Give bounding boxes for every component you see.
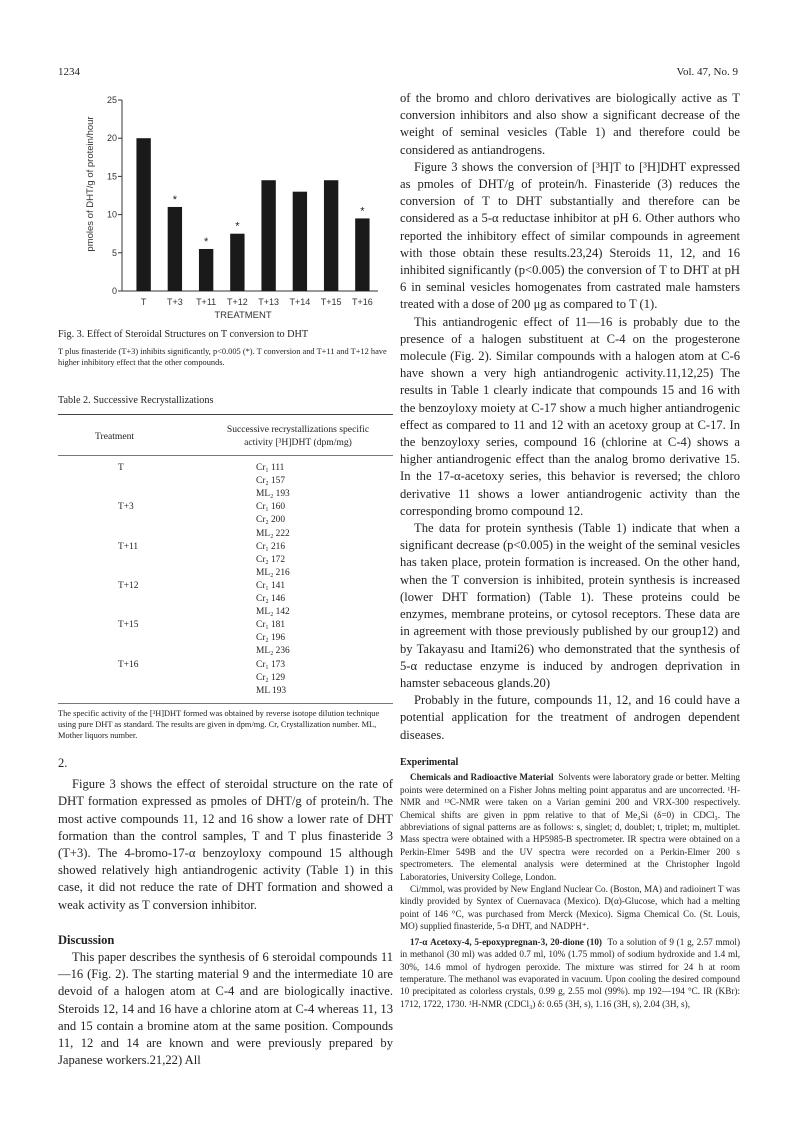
table-cell-activity: Cr₁ 216 [256,541,286,552]
y-axis-label: pmoles of DHT/g of protein/hour [85,116,96,252]
compound-10-heading: 17-α Acetoxy-4, 5-epoxypregnan-3, 20-dione (10) [410,936,602,947]
x-tick-label: T+15 [320,297,342,307]
table-header-activity-1: Successive recrystallizations specific [226,424,370,435]
x-tick-label: T+3 [166,297,183,307]
stray-number: 2. [58,756,68,770]
table-cell-activity: Cr₂ 146 [256,594,286,604]
table-cell-activity: Cr₂ 129 [256,672,286,683]
figure-3-chart [60,92,390,322]
chemicals-text-2: Ci/mmol, was provided by New England Nuclear Co. (Boston, MA) and radioinert T was kindly provided by Syntex of Cuernavaca (Mexico). D(α)-Glucose, which had a melting point of 146 °C, was purchased from Merck (Mexico). Sigma Chemical Co. (St. Louis, MO) supplied finasteride, 5-α DHT, and NADPH⁺. [400,884,740,932]
table-treatment-label: T+16 [118,659,139,670]
journal-volume: Vol. 47, No. 9 [676,66,738,78]
x-tick-label: T+13 [258,297,280,307]
x-tick-label: T+12 [226,297,248,307]
significance-marker: * [203,235,209,248]
bar-t-plus-15 [324,180,338,291]
bar-t-plus-16 [355,218,369,291]
chemicals-text: Solvents were laboratory grade or better. Melting points were determined on a Fisher Johns melting point apparatus and are uncorrected. ¹H-NMR and ¹³C-NMR were taken on a Varian gemini 200 and VRX-300 respectively. Chemical shifts are given in ppm relative to that of Me₄Si (δ=0) in CDCl₃. The abbreviations of signal patterns are as follows: s, singlet; d, doublet; t, triplet; m, multiplet. Mass spectra were obtained with a HP5985-B spectrometer. IR spectra were obtained on a Perkin-Elmer 549B and the UV spectra were recorded on a Perkin-Elmer 200 s spectrometers. The elemental analysis were determined at the Christopher Ingold Laboratories, University College, London. [400,772,741,882]
y-tick-label: 0 [111,286,117,296]
table-treatment-label: T [118,463,124,473]
y-tick-label: 5 [111,247,117,258]
table-cell-activity: Cr₁ 181 [256,620,286,631]
table-cell-activity: Cr₂ 196 [256,633,286,644]
bar-t [136,138,150,291]
x-tick-label: T [140,297,147,307]
right-paragraph-2: Figure 3 shows the conversion of [³H]T to [³H]DHT expressed as pmoles of DHT/g of protein/h. Finasteride (3) reduces the conversion of T to DHT substantially and therefore can be considered as a 5-α reductase inhibitor at pH 6. Other authors who reported the inhibitory effect of similar compounds in agreement with those obtain these results.23,24) Steroids 11, 12, and 16 inhibited significantly (p<0.005) the conversion of T to DHT at pH 6 in seminal vesicles homogenates from castrated male hamsters treated with a dose of 200 μg as compared to T (1). [400,159,740,312]
chemicals-heading: Chemicals and Radioactive Material [410,772,554,783]
x-tick-label: T+14 [289,297,311,307]
table-cell-activity: ML₂ 193 [256,489,290,500]
discussion-heading: Discussion [58,932,115,947]
right-paragraph-3: This antiandrogenic effect of 11—16 is probably due to the presence of a halogen substituent at C-4 on the progesterone molecule (Fig. 2). Similar compounds with a halogen atom at C-6 have shown a very high antiandrogenic activity.11,12,25) The results in Table 1 clearly indicate that compounds 15 and 16 with the benzoyloxy moiety at C-17 show a much higher antiandrogenic effect as compared to 11 and 12 with an acetoxy group at C-17. In the benzoyloxy series, compound 16 (chlorine at C-4) shows a higher antiandrogenic effect than the analog bromo derivative 15. In the 17-α-acetoxy series, this behavior is reversed; the chloro derivative 11 shows a lower antiandrogenic activity than the corresponding bromo compound 12. [400,314,740,518]
right-paragraph-4: The data for protein synthesis (Table 1) indicate that when a significant decrease (p<0.005) in the weight of the seminal vesicles has taken place, protein formation is increased. On the other hand, when the T conversion is inhibited, protein synthesis is increased (lower DHT formation) (Table 1). These proteins could be enzymes, membrane proteins, or cytosol receptors. These data are in agreement with those previously published by our group12) and by Takayasu and Itami26) who demonstrated that the synthesis of 5-α reductase enzyme is induced by androgen deprivation in hamster sebaceous glands.20) [400,521,740,690]
table-title: Table 2. Successive Recrystallizations [58,395,214,406]
table-treatment-label: T+11 [118,541,139,552]
table-cell-activity: ML₂ 236 [256,646,290,657]
table-cell-activity: ML 193 [256,685,287,696]
bar-t-plus-12 [230,234,244,291]
table-treatment-label: T+15 [118,620,139,631]
table-cell-activity: Cr₁ 111 [256,463,285,473]
discussion-paragraph: This paper describes the synthesis of 6 steroidal compounds 11—16 (Fig. 2). The starting material 9 and the intermediate 10 are devoid of a halogen atom at C-4 and are biologically inactive. Steroids 12, 14 and 16 have a chlorine atom at C-4 whereas 11, 13 and 15 contain a bromine atom at the same position. Compounds 11, 12 and 14 are known and were previously prepared by Japanese workers.21,22) All [58,950,393,1068]
x-tick-label: T+16 [351,297,373,307]
table-header-activity-2: activity [³H]DHT (dpm/mg) [244,437,352,448]
x-axis-label: TREATMENT [214,310,272,321]
table-cell-activity: ML₂ 142 [256,607,290,618]
y-tick-label: 15 [106,171,117,182]
table-footnote: The specific activity of the [³H]DHT formed was obtained by reverse isotope dilution technique using pure DHT as standard. The results are given in dpm/mg. Cr, Crystallization number. ML, Mother liquors number. [58,709,380,740]
table-cell-activity: Cr₂ 200 [256,515,286,526]
table-cell-activity: Cr₂ 172 [256,554,286,565]
page-number: 1234 [58,66,80,78]
y-tick-label: 10 [106,209,117,220]
x-tick-label: T+11 [196,297,217,307]
table-cell-activity: Cr₂ 157 [256,476,286,487]
y-tick-label: 25 [106,95,117,105]
bar-t-plus-14 [293,192,307,291]
bar-t-plus-11 [199,249,213,291]
table-treatment-label: T+3 [118,502,134,513]
compound-10-text: To a solution of 9 (1 g, 2.57 mmol) in methanol (30 ml) was added 0.7 ml, 10% (1.75 mmol) of sodium hydroxide and 1.4 ml, 30%, 14.6 mmol of hydrogen peroxide. The mixture was stirred for 24 h at room temperature. The methanol was evaporated in vacuum. Upon cooling the desired compound 10 precipitated as colorless crystals, 0.99 g, 2.55 mol (99%). mp 192—194 °C. IR (KBr): 1712, 1722, 1730. ¹H-NMR (CDCl₃) δ: 0.65 (3H, s), 1.16 (3H, s), 2.04 (3H, s), [400,936,741,1009]
y-tick-label: 20 [106,133,117,144]
table-treatment-label: T+12 [118,580,139,591]
right-paragraph-5: Probably in the future, compounds 11, 12, and 16 could have a potential application for the treatment of androgen dependent diseases. [400,693,740,742]
table-cell-activity: Cr₁ 160 [256,502,286,513]
table-cell-activity: Cr₁ 141 [256,580,286,591]
table-cell-activity: ML₂ 222 [256,528,290,539]
significance-marker: * [235,220,240,233]
figure-caption-title: Fig. 3. Effect of Steroidal Structures on T conversion to DHT [58,329,309,340]
table-header-treatment: Treatment [95,431,135,442]
table-cell-activity: Cr₁ 173 [256,659,286,670]
experimental-heading: Experimental [400,757,459,768]
results-paragraph: Figure 3 shows the effect of steroidal structure on the rate of DHT formation expressed as pmoles of DHT/g of protein/h. The most active compounds 11, 12 and 16 show a lower rate of DHT formation than the control samples, T and T plus finasteride 3 (T+3). The 4-bromo-17-α benzoyloxy compound 15 although showed relatively high antiandrogenic activity (Table 1) in this case, it did not reduce the rate of DHT formation and showed a weak activity as T conversion inhibitor. [58,777,393,912]
right-paragraph-1: of the bromo and chloro derivatives are biologically active as T conversion inhibitors and also show a significant decrease of the weight of seminal vesicles (Table 1) and therefore could be considered as antiandrogens. [400,91,740,157]
table-cell-activity: ML₂ 216 [256,567,290,578]
bar-t-plus-3 [168,207,182,291]
figure-caption-text: T plus finasteride (T+3) inhibits significantly, p<0.005 (*). T conversion and T+11 and T+12 have higher inhibitory effect that the other compounds. [58,347,387,367]
bar-t-plus-13 [261,180,275,291]
significance-marker: * [360,205,365,218]
significance-marker: * [172,193,178,206]
